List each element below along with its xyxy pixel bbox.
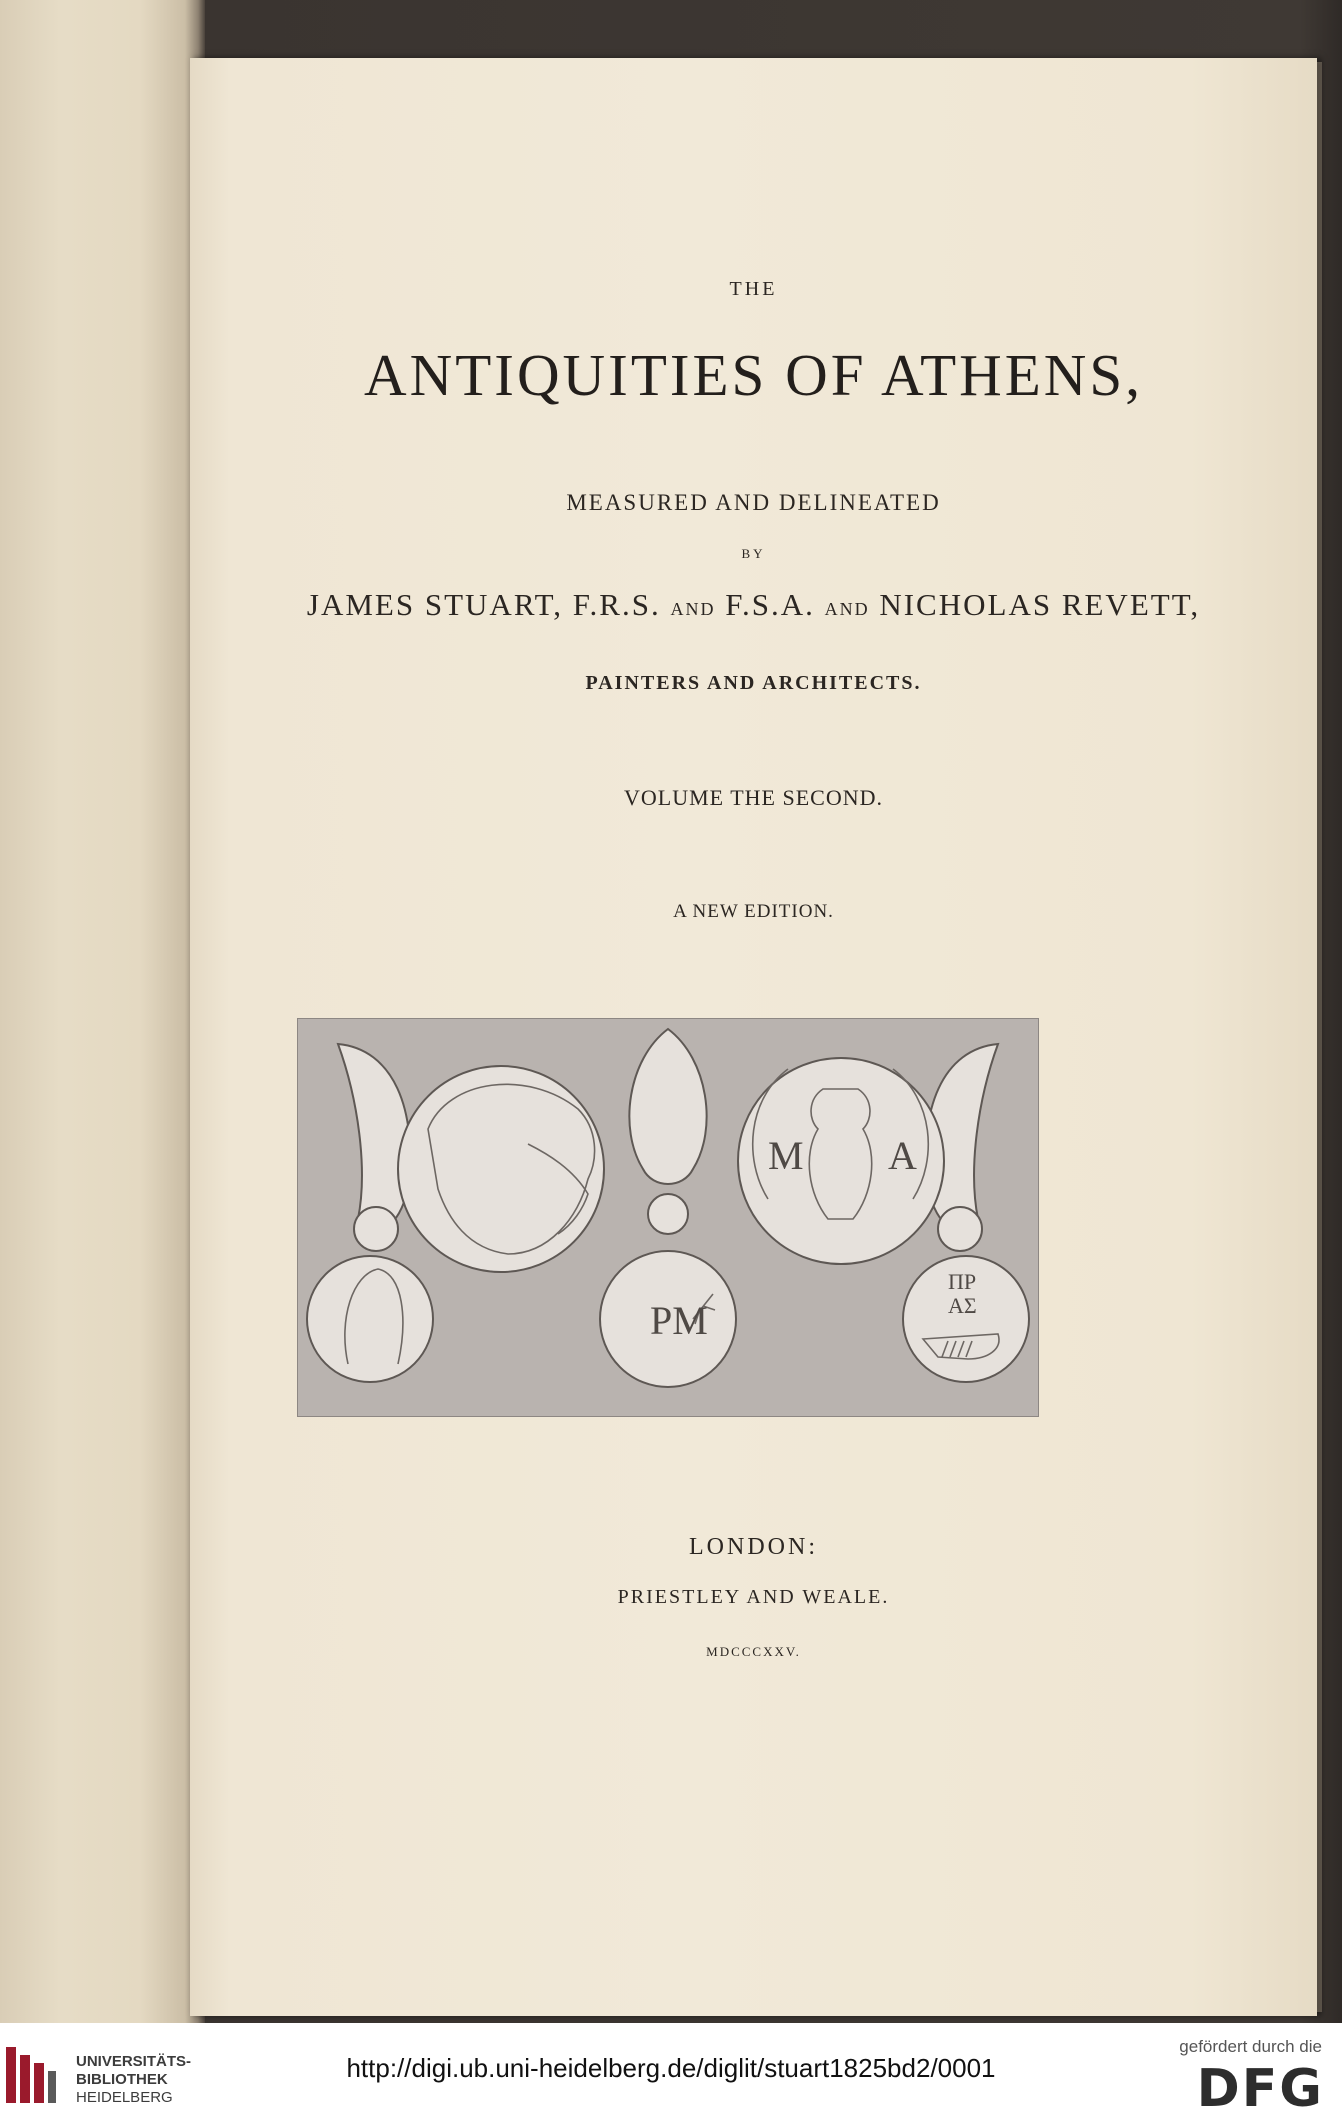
authors-line bbox=[190, 587, 1317, 623]
volume-line: VOLUME THE SECOND. bbox=[624, 785, 883, 810]
library-name-text: UNIVERSITÄTS- BIBLIOTHEK bbox=[76, 2053, 192, 2088]
ship-coin-letters-bottom: ΑΣ bbox=[948, 1293, 977, 1318]
imprint-place: LONDON: bbox=[689, 1534, 818, 1560]
permalink-url[interactable]: http://digi.ub.uni-heidelberg.de/diglit/stuart1825bd2/0001 bbox=[346, 2053, 996, 2083]
book-title: ANTIQUITIES OF ATHENS, bbox=[364, 342, 1143, 408]
and-word: AND bbox=[670, 599, 716, 619]
coin-athena bbox=[398, 1066, 604, 1272]
owl-coin-letter-left: M bbox=[768, 1133, 804, 1178]
volute-right bbox=[938, 1207, 982, 1251]
palmette-ornament bbox=[629, 1029, 706, 1184]
imprint-year: MDCCCXXV. bbox=[706, 1644, 801, 1659]
dfg-logo[interactable]: DFG bbox=[1196, 2059, 1324, 2119]
owl-coin-letter-right: A bbox=[888, 1133, 917, 1178]
edition-line: A NEW EDITION. bbox=[673, 901, 834, 922]
footer-bar bbox=[0, 2023, 1342, 2122]
monogram-letters: PM bbox=[650, 1298, 708, 1343]
coin-veiled-head bbox=[307, 1256, 433, 1382]
volute-left bbox=[354, 1207, 398, 1251]
palmette-base bbox=[648, 1194, 688, 1234]
ship-coin-letters-top: ΠΡ bbox=[948, 1269, 977, 1294]
title-page bbox=[190, 58, 1317, 2016]
author-stuart: JAMES STUART, F.R.S. bbox=[306, 587, 661, 622]
funding-label: gefördert durch die bbox=[1179, 2037, 1322, 2056]
fsa-credential: F.S.A. bbox=[725, 587, 815, 622]
imprint-publisher: PRIESTLEY AND WEALE. bbox=[617, 1586, 890, 1608]
profession-line: PAINTERS AND ARCHITECTS. bbox=[585, 672, 922, 694]
by-line: BY bbox=[741, 546, 766, 561]
and-word: AND bbox=[824, 599, 870, 619]
title-article: THE bbox=[729, 278, 778, 300]
coin-vignette bbox=[297, 1018, 1039, 1417]
subtitle: MEASURED AND DELINEATED bbox=[566, 490, 941, 515]
author-revett: NICHOLAS REVETT, bbox=[879, 587, 1201, 622]
library-city: HEIDELBERG bbox=[76, 2089, 173, 2106]
previous-leaf bbox=[0, 0, 205, 2023]
wing-ornament-left bbox=[338, 1044, 410, 1229]
coin-engraving bbox=[298, 1019, 1038, 1416]
